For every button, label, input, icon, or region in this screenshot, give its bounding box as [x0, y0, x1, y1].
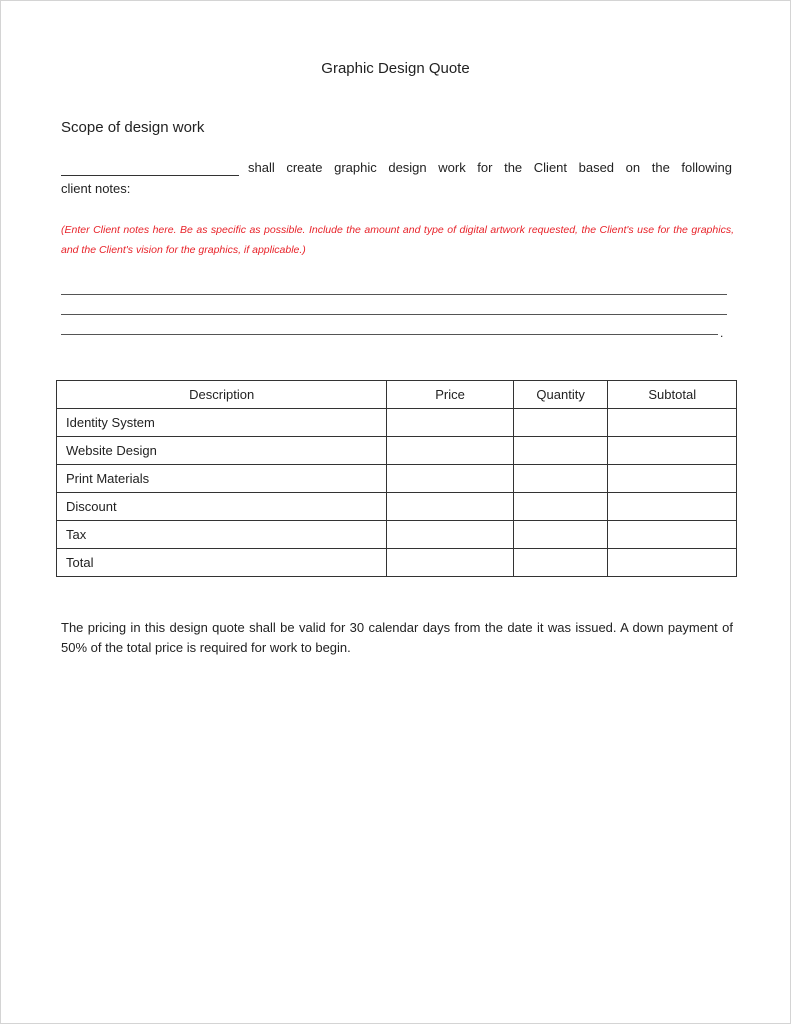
row-subtotal-cell[interactable]	[608, 465, 737, 493]
row-price-cell[interactable]	[387, 409, 513, 437]
pricing-table	[56, 380, 737, 577]
section-heading-scope: Scope of design work	[61, 119, 205, 136]
row-subtotal-cell[interactable]	[608, 549, 737, 577]
designer-name-blank[interactable]	[61, 175, 239, 176]
row-price-cell[interactable]	[387, 465, 513, 493]
row-subtotal-cell[interactable]	[608, 521, 737, 549]
row-description: Website Design	[57, 437, 387, 465]
table-row	[57, 493, 737, 521]
row-description: Identity System	[57, 409, 387, 437]
row-subtotal-cell[interactable]	[608, 493, 737, 521]
document-title: Graphic Design Quote	[321, 60, 470, 77]
row-description: Tax	[57, 521, 387, 549]
header-description: Description	[57, 381, 387, 409]
intro-line	[61, 159, 732, 179]
table-row	[57, 465, 737, 493]
client-notes-line[interactable]	[61, 314, 727, 315]
intro-text: shall create graphic design work for the Client based on the following	[248, 160, 732, 175]
row-quantity-cell[interactable]	[513, 549, 608, 577]
row-quantity-cell[interactable]	[513, 409, 608, 437]
client-notes-period: .	[720, 326, 724, 340]
row-subtotal-cell[interactable]	[608, 409, 737, 437]
table-row	[57, 437, 737, 465]
row-description: Print Materials	[57, 465, 387, 493]
row-description: Total	[57, 549, 387, 577]
table-row	[57, 521, 737, 549]
table-row	[57, 409, 737, 437]
client-notes-line[interactable]	[61, 334, 718, 335]
row-subtotal-cell[interactable]	[608, 437, 737, 465]
table-header-row	[57, 381, 737, 409]
header-subtotal: Subtotal	[608, 381, 737, 409]
row-quantity-cell[interactable]	[513, 521, 608, 549]
row-price-cell[interactable]	[387, 493, 513, 521]
row-price-cell[interactable]	[387, 521, 513, 549]
table-row	[57, 549, 737, 577]
client-notes-line[interactable]	[61, 294, 727, 295]
header-price: Price	[387, 381, 513, 409]
row-description: Discount	[57, 493, 387, 521]
row-price-cell[interactable]	[387, 437, 513, 465]
header-quantity: Quantity	[513, 381, 608, 409]
client-notes-hint: (Enter Client notes here. Be as specific as possible. Include the amount and type of digital artwork requested, the Client's use for the graphics, and the Client's vision for the graphics, if applicable.)	[61, 224, 734, 256]
row-quantity-cell[interactable]	[513, 437, 608, 465]
row-price-cell[interactable]	[387, 549, 513, 577]
terms-paragraph: The pricing in this design quote shall be valid for 30 calendar days from the date it was issued. A down payment of 50% of the total price is required for work to begin.	[61, 620, 733, 655]
row-quantity-cell[interactable]	[513, 465, 608, 493]
intro-continuation: client notes:	[61, 181, 131, 196]
row-quantity-cell[interactable]	[513, 493, 608, 521]
